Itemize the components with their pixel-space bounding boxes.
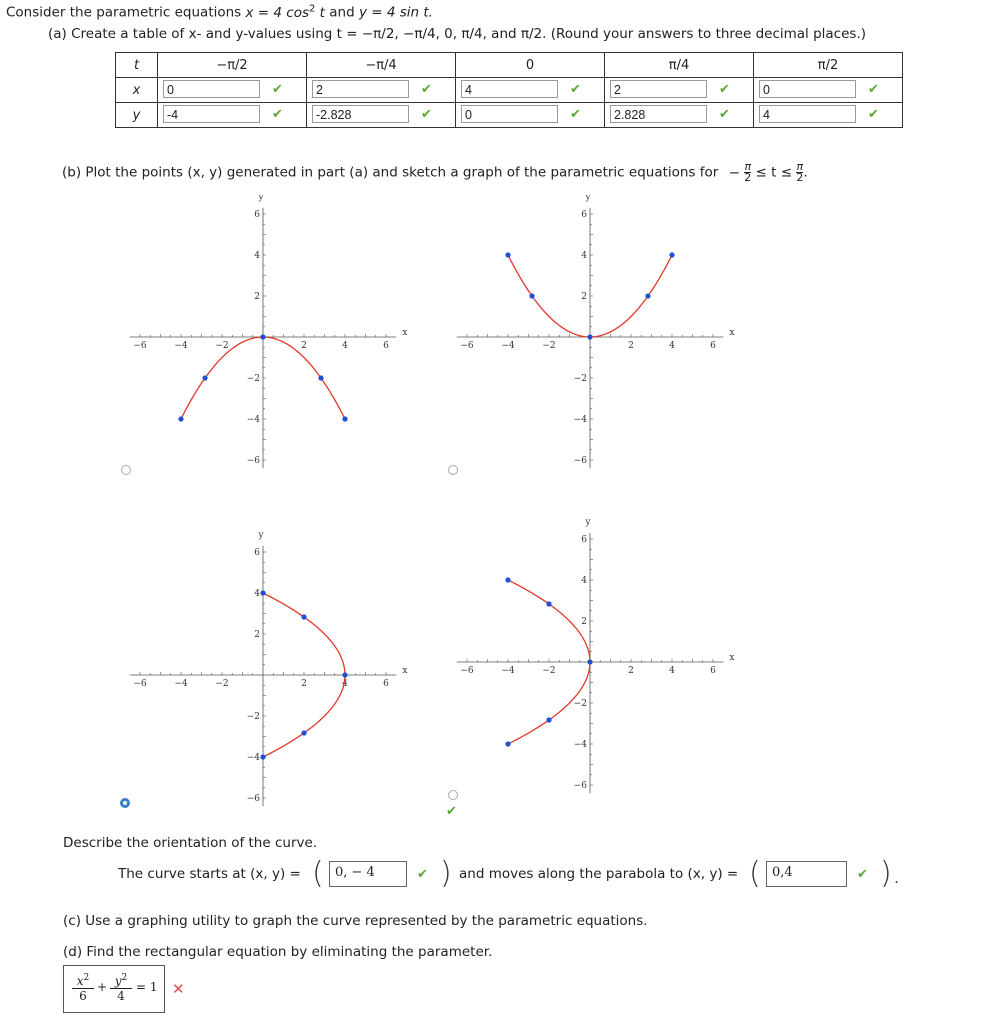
x-input[interactable]: 2 bbox=[312, 80, 409, 98]
start-point-input[interactable]: 0, − 4 bbox=[329, 861, 407, 887]
plotted-point bbox=[342, 672, 347, 677]
row-header-x: x bbox=[116, 78, 158, 103]
row-header-y: y bbox=[116, 103, 158, 128]
plotted-point bbox=[260, 334, 265, 339]
y-tick-label: 2 bbox=[581, 617, 587, 627]
t-header: −π/2 bbox=[158, 53, 307, 78]
x-tick-label: −4 bbox=[174, 679, 188, 689]
plotted-point bbox=[178, 416, 183, 421]
part-d-prompt: (d) Find the rectangular equation by eliminating the parameter. bbox=[63, 944, 493, 960]
t-header: π/2 bbox=[754, 53, 903, 78]
plotted-point bbox=[587, 659, 592, 664]
x-tick-label: 6 bbox=[383, 341, 389, 351]
y-tick-label: −4 bbox=[246, 415, 260, 425]
y-input[interactable]: 2.828 bbox=[610, 105, 707, 123]
x-tick-label: 2 bbox=[301, 341, 307, 351]
x-tick-label: 4 bbox=[669, 666, 675, 676]
y-tick-label: −6 bbox=[246, 456, 260, 466]
plotted-point bbox=[202, 375, 207, 380]
y-tick-label: 4 bbox=[254, 251, 260, 261]
x-tick-label: 6 bbox=[710, 666, 716, 676]
y-tick-label: 6 bbox=[581, 535, 587, 545]
check-icon: ✔ bbox=[417, 867, 428, 882]
t-header: −π/4 bbox=[307, 53, 456, 78]
plotted-point bbox=[669, 252, 674, 257]
y-tick-label: 2 bbox=[254, 292, 260, 302]
y-axis-label: y bbox=[585, 195, 591, 203]
y-tick-label: −2 bbox=[246, 374, 260, 384]
x-tick-label: −2 bbox=[215, 341, 229, 351]
fraction: $\frac{\pi}{2}$ bbox=[744, 160, 752, 184]
x-tick-label: 4 bbox=[342, 341, 348, 351]
plotted-point bbox=[260, 754, 265, 759]
check-icon: ✔ bbox=[421, 107, 432, 122]
plotted-point bbox=[546, 601, 551, 606]
part-a-prompt: (a) Create a table of x- and y-values using t = −π/2, −π/4, 0, π/4, and π/2. (Round your answers to three decimal places.) bbox=[48, 26, 866, 42]
plotted-point bbox=[505, 252, 510, 257]
x-tick-label: −6 bbox=[460, 341, 474, 351]
x-tick-label: 2 bbox=[301, 679, 307, 689]
y-tick-label: 4 bbox=[581, 251, 587, 261]
check-icon: ✔ bbox=[719, 107, 730, 122]
x-tick-label: 6 bbox=[710, 341, 716, 351]
part-c-prompt: (c) Use a graphing utility to graph the curve represented by the parametric equations. bbox=[63, 913, 648, 929]
y-tick-label: −4 bbox=[573, 415, 587, 425]
rectangular-equation-input[interactable]: $x^2$ 6 + $y^2$ 4 = 1 bbox=[63, 965, 165, 1013]
graph-option-c bbox=[118, 525, 408, 810]
x-tick-label: −4 bbox=[501, 341, 515, 351]
problem-statement: Consider the parametric equations x = 4 $\cos^2 t$ and y = 4 sin t. bbox=[6, 3, 433, 21]
check-icon: ✔ bbox=[719, 82, 730, 97]
y-input[interactable]: 0 bbox=[461, 105, 558, 123]
radio-option-c[interactable] bbox=[120, 798, 130, 808]
plotted-point bbox=[587, 334, 592, 339]
y-tick-label: −2 bbox=[573, 699, 587, 709]
y-tick-label: 6 bbox=[254, 548, 260, 558]
radio-option-a[interactable] bbox=[121, 465, 131, 475]
y-input[interactable]: 4 bbox=[759, 105, 856, 123]
plotted-point bbox=[301, 730, 306, 735]
check-icon: ✔ bbox=[857, 867, 868, 882]
plotted-point bbox=[529, 293, 534, 298]
y-tick-label: −6 bbox=[246, 794, 260, 804]
x-axis-label: x bbox=[729, 653, 735, 663]
x-tick-label: −6 bbox=[133, 679, 147, 689]
y-tick-label: 4 bbox=[254, 589, 260, 599]
x-tick-label: −2 bbox=[542, 666, 556, 676]
y-axis-label: y bbox=[258, 530, 264, 541]
y-tick-label: −6 bbox=[573, 456, 587, 466]
y-tick-label: 6 bbox=[581, 210, 587, 220]
y-axis-label: y bbox=[258, 195, 264, 203]
x-tick-label: −4 bbox=[174, 341, 188, 351]
plotted-point bbox=[342, 416, 347, 421]
y-tick-label: −2 bbox=[246, 712, 260, 722]
plotted-point bbox=[505, 741, 510, 746]
y-input[interactable]: -2.828 bbox=[312, 105, 409, 123]
y-tick-label: −2 bbox=[573, 374, 587, 384]
graph-option-a bbox=[118, 195, 408, 480]
x-tick-label: 2 bbox=[628, 341, 634, 351]
x-input[interactable]: 0 bbox=[759, 80, 856, 98]
part-b-prompt: (b) Plot the points (x, y) generated in part (a) and sketch a graph of the parametric equations for − $\frac{\pi}{2}$ ≤ t ≤ $\frac{\pi}{2}$ . bbox=[62, 160, 808, 184]
radio-option-d[interactable] bbox=[448, 790, 458, 800]
plotted-point bbox=[318, 375, 323, 380]
check-icon: ✔ bbox=[272, 107, 283, 122]
plotted-point bbox=[546, 717, 551, 722]
check-icon: ✔ bbox=[446, 804, 457, 819]
x-input[interactable]: 0 bbox=[163, 80, 260, 98]
plotted-point bbox=[645, 293, 650, 298]
plotted-point bbox=[505, 577, 510, 582]
x-tick-label: 2 bbox=[628, 666, 634, 676]
orientation-title: Describe the orientation of the curve. bbox=[63, 835, 318, 851]
x-axis-label: x bbox=[729, 328, 735, 338]
x-tick-label: 6 bbox=[383, 679, 389, 689]
check-icon: ✔ bbox=[868, 82, 879, 97]
x-tick-label: 4 bbox=[669, 341, 675, 351]
check-icon: ✔ bbox=[272, 82, 283, 97]
plotted-point bbox=[260, 590, 265, 595]
check-icon: ✔ bbox=[421, 82, 432, 97]
fraction: $\frac{\pi}{2}$ bbox=[796, 160, 804, 184]
x-input[interactable]: 4 bbox=[461, 80, 558, 98]
x-tick-label: 4 bbox=[342, 679, 348, 689]
orientation-start-label: The curve starts at (x, y) = bbox=[118, 866, 301, 882]
plotted-point bbox=[301, 614, 306, 619]
check-icon: ✔ bbox=[570, 107, 581, 122]
row-header-t: t bbox=[116, 53, 158, 78]
x-tick-label: −2 bbox=[215, 679, 229, 689]
y-tick-label: 2 bbox=[254, 630, 260, 640]
x-tick-label: −6 bbox=[133, 341, 147, 351]
values-table bbox=[115, 52, 903, 128]
incorrect-icon: ✕ bbox=[172, 980, 185, 998]
graph-option-d bbox=[445, 510, 735, 810]
x-tick-label: −6 bbox=[460, 666, 474, 676]
y-tick-label: −6 bbox=[573, 781, 587, 791]
x-tick-label: −2 bbox=[542, 341, 556, 351]
t-header: π/4 bbox=[605, 53, 754, 78]
x-axis-label: x bbox=[402, 666, 408, 676]
end-point-input[interactable]: 0,4 bbox=[766, 861, 847, 887]
y-tick-label: 2 bbox=[581, 292, 587, 302]
y-tick-label: −4 bbox=[573, 740, 587, 750]
y-axis-label: y bbox=[585, 517, 591, 528]
x-axis-label: x bbox=[402, 328, 408, 338]
y-tick-label: −4 bbox=[246, 753, 260, 763]
check-icon: ✔ bbox=[570, 82, 581, 97]
radio-option-b[interactable] bbox=[448, 465, 458, 475]
orientation-mid-label: and moves along the parabola to (x, y) = bbox=[459, 866, 739, 882]
check-icon: ✔ bbox=[868, 107, 879, 122]
y-tick-label: 6 bbox=[254, 210, 260, 220]
graph-option-b bbox=[445, 195, 735, 480]
y-tick-label: 4 bbox=[581, 576, 587, 586]
t-header: 0 bbox=[456, 53, 605, 78]
y-input[interactable]: -4 bbox=[163, 105, 260, 123]
x-input[interactable]: 2 bbox=[610, 80, 707, 98]
x-tick-label: −4 bbox=[501, 666, 515, 676]
